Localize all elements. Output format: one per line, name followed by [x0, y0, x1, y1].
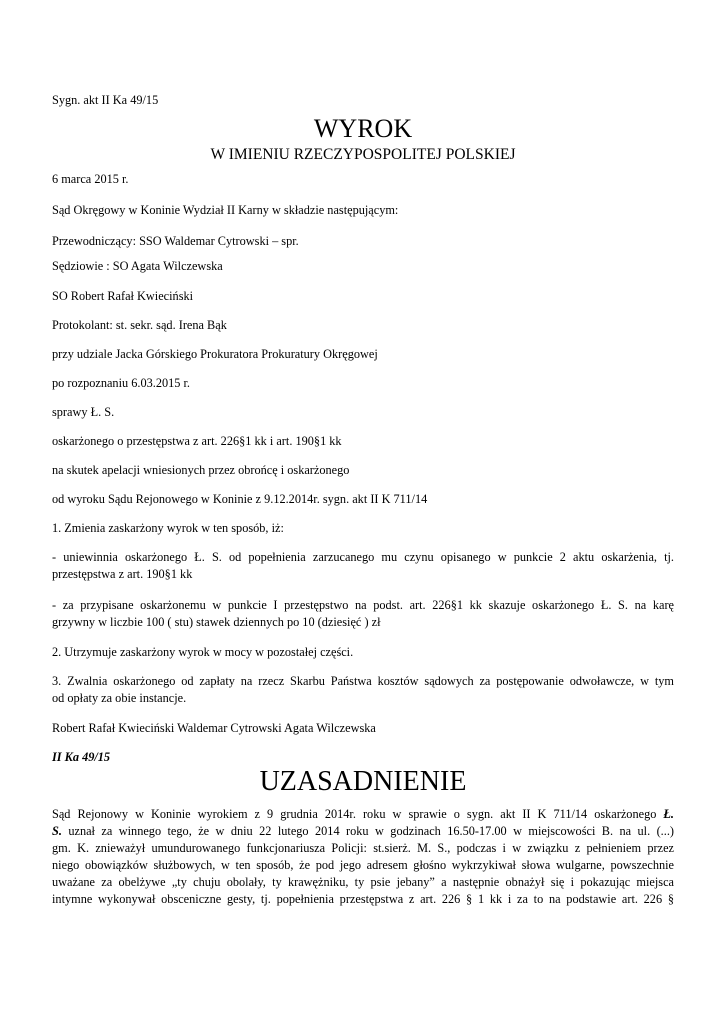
point-3-line-2: od opłaty za obie instancje.: [52, 691, 187, 705]
point-3: [52, 673, 674, 707]
judgment-date: 6 marca 2015 r.: [52, 172, 129, 186]
case-reference: II Ka 49/15: [52, 750, 111, 764]
point-1: 1. Zmienia zaskarżony wyrok w ten sposób, iż:: [52, 521, 284, 535]
hearing-date: po rozpoznaniu 6.03.2015 r.: [52, 376, 190, 390]
point-1b: [52, 597, 674, 631]
justification-text: uznał za winnego tego, że w dniu 22 lutego 2014 roku w godzinach 16.50-17.00 w miejscowości B. na ul. (...): [61, 824, 674, 838]
case-party: sprawy Ł. S.: [52, 405, 115, 419]
court-clerk: Protokolant: st. sekr. sąd. Irena Bąk: [52, 318, 227, 332]
document-title: WYROK: [313, 114, 413, 143]
lower-court-judgment: od wyroku Sądu Rejonowego w Koninie z 9.12.2014r. sygn. akt II K 711/14: [52, 492, 428, 506]
justification-text: Sąd Rejonowy w Koninie wyrokiem z 9 grudnia 2014r. roku w sprawie o sygn. akt II K 711/14 oskarżonego: [52, 807, 657, 821]
document-subtitle: W IMIENIU RZECZYPOSPOLITEJ POLSKIEJ: [210, 146, 516, 163]
justification-title: UZASADNIENIE: [259, 766, 467, 797]
judges-line-1: Sędziowie : SO Agata Wilczewska: [52, 259, 223, 273]
case-signature: Sygn. akt II Ka 49/15: [52, 93, 159, 107]
justification-line-2: [52, 823, 674, 840]
appeal-line: na skutek apelacji wniesionych przez obrońcę i oskarżonego: [52, 463, 350, 477]
defendant-initial: Ł.: [663, 807, 674, 821]
point-3-line-1: 3. Zwalnia oskarżonego od zapłaty na rzecz Skarbu Państwa kosztów sądowych za postępowanie odwoławcze, w tym: [52, 674, 674, 688]
justification-line-4: niego obowiązków służbowych, w ten sposób, że pod jego adresem głośno wykrzykiwał słowa wulgarne, powszechnie: [52, 858, 674, 872]
point-1a-line-2: przestępstwa z art. 190§1 kk: [52, 567, 193, 581]
court-composition: Sąd Okręgowy w Koninie Wydział II Karny w składzie następującym:: [52, 203, 399, 217]
presiding-judge: Przewodniczący: SSO Waldemar Cytrowski – spr.: [52, 234, 299, 248]
point-2: 2. Utrzymuje zaskarżony wyrok w mocy w pozostałej części.: [52, 645, 354, 659]
judge-signatures: Robert Rafał Kwieciński Waldemar Cytrowski Agata Wilczewska: [52, 721, 376, 735]
judges-line-2: SO Robert Rafał Kwieciński: [52, 289, 194, 303]
justification-paragraph: [52, 806, 674, 908]
justification-line-1: [52, 806, 674, 823]
prosecutor-line: przy udziale Jacka Górskiego Prokuratora Prokuratury Okręgowej: [52, 347, 378, 361]
point-1b-line-1: - za przypisane oskarżonemu w punkcie I przestępstwo na podst. art. 226§1 kk skazuje oskarżonego Ł. S. na karę: [52, 598, 674, 612]
point-1a-line-1: - uniewinnia oskarżonego Ł. S. od popełnienia zarzucanego mu czynu opisanego w punkcie 2 aktu oskarżenia, tj.: [52, 550, 674, 564]
point-1a: [52, 549, 674, 583]
point-1b-line-2: grzywny w liczbie 100 ( stu) stawek dziennych po 10 (dziesięć ) zł: [52, 615, 381, 629]
justification-line-5: uważane za obelżywe „ty chuju obolały, ty krawężniku, ty psie jebany” a następnie obnażył się i pokazując miejsca: [52, 875, 674, 889]
justification-line-3: gm. K. znieważył umundurowanego funkcjonariusza Policji: st.sierż. M. S., podczas i w związku z pełnieniem przez: [52, 841, 674, 855]
defendant-initial: S.: [52, 824, 62, 838]
charges: oskarżonego o przestępstwa z art. 226§1 kk i art. 190§1 kk: [52, 434, 342, 448]
justification-line-6: intymne wykonywał obsceniczne gesty, tj. popełnienia przestępstwa z art. 226 § 1 kk i za to na podstawie art. 226 §: [52, 892, 674, 906]
